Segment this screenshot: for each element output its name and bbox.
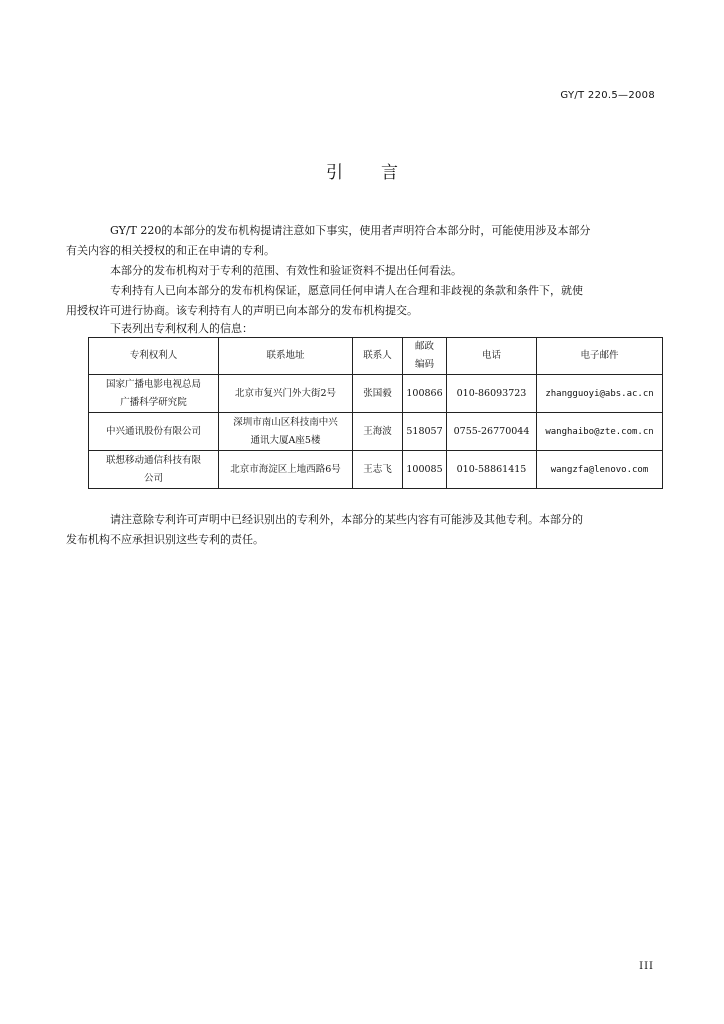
table-row [89,451,663,489]
header-contact: 联系人 [353,338,403,375]
page-title: 引言 [326,163,436,183]
paragraph-line: 发布机构不应承担识别这些专利的责任。 [66,533,264,546]
paragraph-line: 有关内容的相关授权的和正在申请的专利。 [66,244,275,257]
header-address: 联系地址 [219,338,353,375]
cell-line: 联想移动通信科技有限 [105,454,201,466]
cell-line: 通讯大厦A座5楼 [250,434,321,446]
cell-address [219,451,353,489]
cell-holder [89,413,219,451]
cell-line: 国家广播电影电视总局 [105,378,201,390]
paragraph-line: 本部分的发布机构对于专利的范围、有效性和验证资料不提出任何看法。 [110,264,462,277]
cell-email: wangzfa@lenovo.com [537,451,663,489]
cell-contact: 王志飞 [353,451,403,489]
patent-holder-table [88,337,663,489]
paragraph-no-opinion [88,261,658,281]
cell-line: 北京市海淀区上地西路6号 [230,463,341,475]
paragraph-line: 专利持有人已向本部分的发布机构保证，愿意同任何申请人在合理和非歧视的条款和条件下，就使 [110,284,583,297]
header-postcode [403,338,447,375]
cell-holder [89,375,219,413]
header-phone: 电话 [447,338,537,375]
paragraph-table-intro [88,319,658,339]
cell-holder [89,451,219,489]
cell-contact: 王海波 [353,413,403,451]
cell-phone: 010-86093723 [447,375,537,413]
paragraph-line: 下表列出专利权利人的信息： [110,322,253,335]
cell-line: 深圳市南山区科技南中兴 [233,416,338,428]
cell-contact: 张国毅 [353,375,403,413]
cell-line: 中兴通讯股份有限公司 [105,425,201,437]
table-row [89,375,663,413]
paragraph-holder-assurance [66,281,658,321]
paragraph-line: 用授权许可进行协商。该专利持有人的声明已向本部分的发布机构提交。 [66,304,418,317]
cell-phone: 010-58861415 [447,451,537,489]
cell-postcode: 100085 [403,451,447,489]
cell-address [219,375,353,413]
cell-postcode: 518057 [403,413,447,451]
cell-line: 公司 [143,472,163,484]
cell-line: 广播科学研究院 [120,396,187,408]
paragraph-line: GY/T 220的本部分的发布机构提请注意如下事实，使用者声明符合本部分时，可能使用涉及本部分 [110,224,591,237]
cell-address [219,413,353,451]
standard-code: GY/T 220.5—2008 [560,90,655,101]
cell-email: wanghaibo@zte.com.cn [537,413,663,451]
header-holder: 专利权利人 [89,338,219,375]
cell-phone: 0755-26770044 [447,413,537,451]
header-postcode-line: 邮政 [414,341,434,352]
header-email: 电子邮件 [537,338,663,375]
paragraph-other-patents [66,510,658,550]
header-postcode-line: 编码 [414,359,434,370]
paragraph-line: 请注意除专利许可声明中已经识别出的专利外，本部分的某些内容有可能涉及其他专利。本部分的 [110,513,583,526]
table-row [89,413,663,451]
paragraph-patent-notice [66,221,658,261]
cell-email: zhangguoyi@abs.ac.cn [537,375,663,413]
page-number: III [639,961,654,972]
cell-postcode: 100866 [403,375,447,413]
table-header-row [89,338,663,375]
cell-line: 北京市复兴门外大街2号 [234,387,337,399]
